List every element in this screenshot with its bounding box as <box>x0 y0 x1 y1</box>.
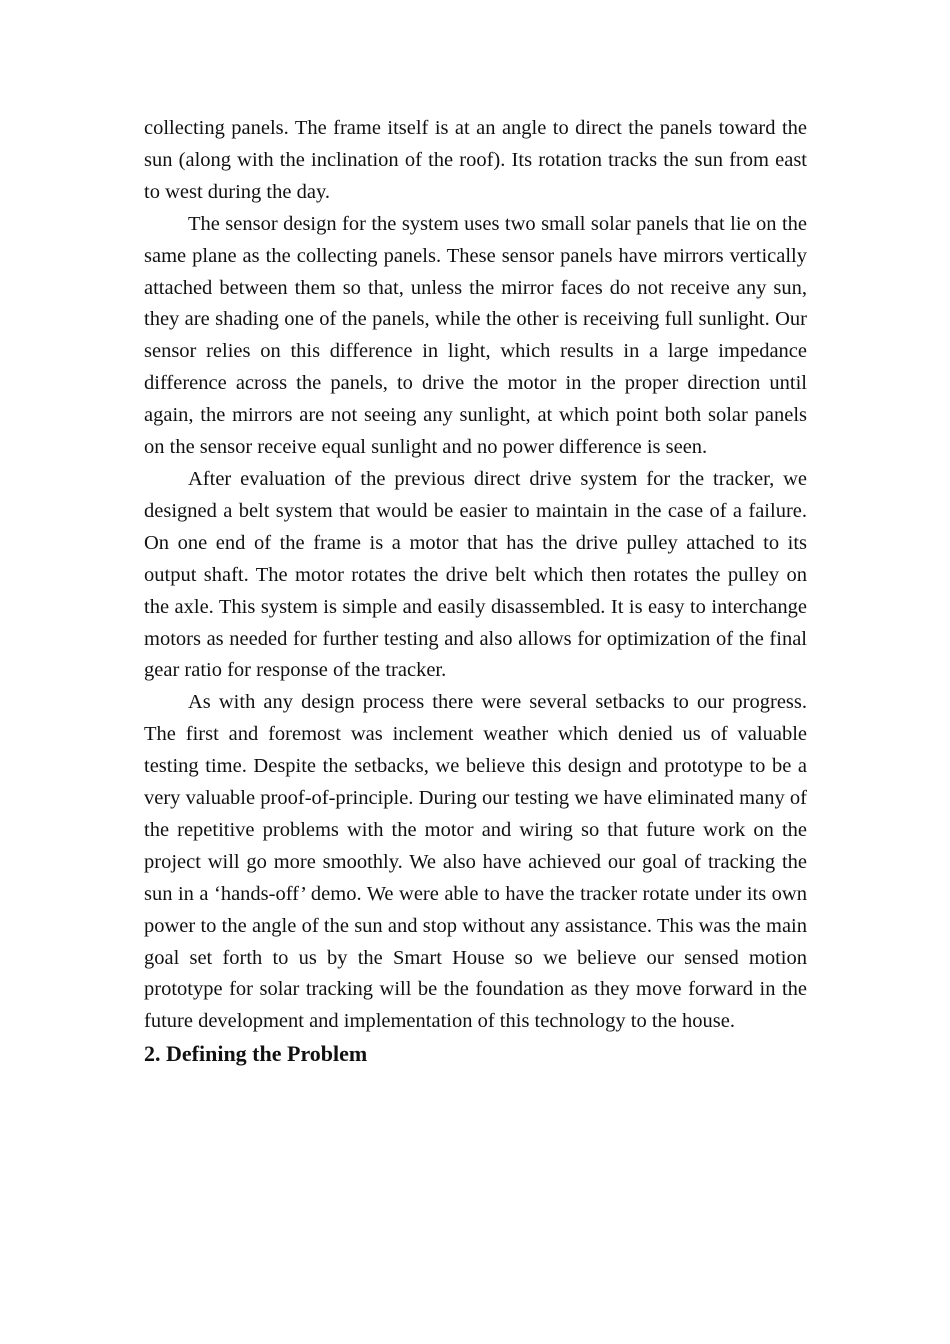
paragraph-continuation: collecting panels. The frame itself is at an angle to direct the panels toward the sun (along with the inclination of the roof). Its rotation tracks the sun from east to west during the day. <box>144 117 807 203</box>
paragraph-belt-system: After evaluation of the previous direct drive system for the tracker, we designed a belt system that would be easier to maintain in the case of a failure. On one end of the frame is a motor that has the drive pulley attached to its output shaft. The motor rotates the drive belt which then rotates the pulley on the axle. This system is simple and easily disassembled. It is easy to interchange motors as needed for further testing and also allows for optimization of the final gear ratio for response of the tracker. <box>144 467 807 682</box>
paragraph-setbacks: As with any design process there were several setbacks to our progress. The first and foremost was inclement weather which denied us of valuable testing time. Despite the setbacks, we believe this design and prototype to be a very valuable proof-of-principle. During our testing we have eliminated many of the repetitive problems with the motor and wiring so that future work on the project will go more smoothly. We also have achieved our goal of tracking the sun in a ‘hands-off’ demo. We were able to have the tracker rotate under its own power to the angle of the sun and stop without any assistance. This was the main goal set forth to us by the Smart House so we believe our sensed motion prototype for solar tracking will be the foundation as they move forward in the future development and implementation of this technology to the house. <box>144 691 807 1033</box>
section-heading: 2. Defining the Problem <box>144 1041 368 1067</box>
paragraph-sensor-design: The sensor design for the system uses two small solar panels that lie on the same plane as the collecting panels. These sensor panels have mirrors vertically attached between them so that, unless the mirror faces do not receive any sun, they are shading one of the panels, while the other is receiving full sunlight. Our sensor relies on this difference in light, which results in a large impedance difference across the panels, to drive the motor in the proper direction until again, the mirrors are not seeing any sunlight, at which point both solar panels on the sensor receive equal sunlight and no power difference is seen. <box>144 212 807 459</box>
document-page <box>144 113 807 1070</box>
